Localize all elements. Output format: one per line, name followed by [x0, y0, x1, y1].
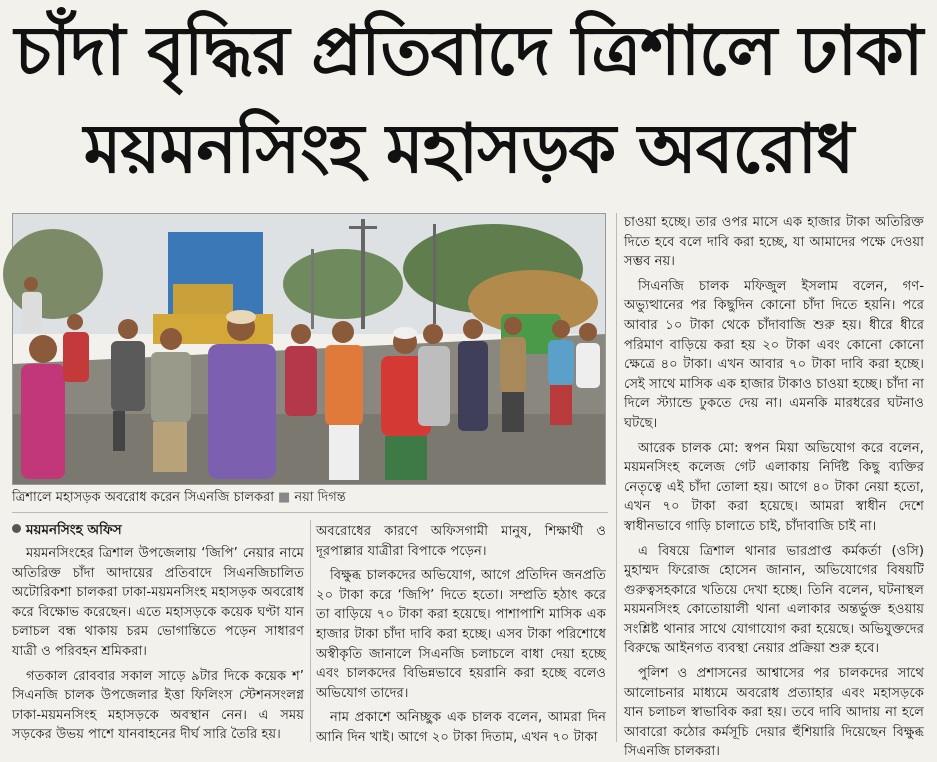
headline-line-1: চাঁদা বৃদ্ধির প্রতিবাদে ত্রিশালে ঢাকা [14, 12, 923, 91]
bullet-icon [12, 524, 21, 533]
caption-rule [12, 512, 608, 513]
paragraph: ময়মনসিংহের ত্রিশাল উপজেলায় ‘জিপি’ নেয়ার নামে অতিরিক্ত চাঁদা আদায়ের প্রতিবাদে সিএনজিচালিত অটোরিকশা চালকরা ঢাকা-ময়মনসিংহ মহাসড়ক অবরোধ করে বিক্ষোভ করেছেন। এতে মহাসড়কে কয়েক ঘণ্টা যান চলাচল বন্ধ থাকায় চরম ভোগান্তিতে পড়েন সাধারণ যাত্রী ও পরিবহন শ্রমিকরা। [12, 546, 304, 659]
paragraph: গতকাল রোববার সকাল সাড়ে ৯টার দিকে কয়েক শ’ সিএনজি চালক উপজেলার ইত্তা ফিলিংস স্টেশনসংলগ্ন ঢাকা-ময়মনসিংহ মহাসড়কে অবস্থান নেন। এ সময় সড়কের উভয় পাশে যানবাহনের দীর্ঘ সারি তৈরি হয়। [12, 668, 304, 743]
paragraph: আরেক চালক মো: স্বপন মিয়া অভিযোগ করে বলেন, ময়মনসিংহ কলেজ গেট এলাকায় নির্দিষ্ট কিছু ব্যক্তির নেতৃত্বে এই চাঁদা তোলা হয়। আগে ৪০ টাকা নেয়া হতো, এখন ৭০ টাকা করা হয়েছে। আমরা স্বাধীন দেশে স্বাধীনভাবে গাড়ি চালাতে চাই, চাঁদাবাজি চাই না। [624, 440, 924, 534]
byline [12, 520, 304, 540]
byline-text: ময়মনসিংহ অফিস [26, 522, 122, 538]
paragraph: এ বিষয়ে ত্রিশাল থানার ভারপ্রাপ্ত কর্মকর্তা (ওসি) মুহাম্মদ ফিরোজ হোসেন জানান, অভিযোগের বিষয়টি গুরুত্বসহকারে খতিয়ে দেখা হচ্ছে। তিনি বলেন, ঘটনাস্থল ময়মনসিংহ কোতোয়ালী থানা এলাকার অন্তর্ভুক্ত হওয়ায় সংশ্লিষ্ট থানার সাথে যোগাযোগ করা হয়েছে। অভিযুক্তদের বিরুদ্ধে আইনগত ব্যবস্থা নেয়ার প্রক্রিয়া শুরু হবে। [624, 543, 924, 657]
paragraph: অবরোধের কারণে অফিসগামী মানুষ, শিক্ষার্থী ও দূরপাল্লার যাত্রীরা বিপাকে পড়েন। [316, 524, 606, 559]
column-divider [616, 213, 617, 742]
paragraph: সিএনজি চালক মফিজুল ইসলাম বলেন, গণ-অভ্যুত্থানের পর কিছুদিন কোনো চাঁদা দিতে হয়নি। পরে আবার ১০ টাকা থেকে চাঁদাবাজি শুরু হয়। ধীরে ধীরে পরিমাণ বাড়িয়ে করা হয় ২০ টাকা এবং কোনো কোনো ক্ষেত্রে ৪০ টাকা। এখন আবার ৭০ টাকা দাবি করা হচ্ছে। সেই সাথে মাসিক এক হাজার টাকাও চাওয়া হচ্ছে। চাঁদা না দিলে স্ট্যান্ডে ঢুকতে দেয় না। এমনকি মারধরের ঘটনাও ঘটছে। [624, 278, 924, 431]
article-column-middle [316, 522, 606, 745]
article-column-left [12, 520, 304, 742]
paragraph: বিক্ষুব্ধ চালকদের অভিযোগ, আগে প্রতিদিন জনপ্রতি ২০ টাকা করে ‘জিপি’ দিতে হতো। সম্প্রতি হঠাৎ করে তা বাড়িয়ে ৭০ টাকা করা হয়েছে। পাশাপাশি মাসিক এক হাজার টাকা চাঁদা দাবি করা হচ্ছে। এসব টাকা পরিশোধে অস্বীকৃতি জানালে সিএনজি চলাচলে বাধা দেয়া হচ্ছে এবং চালকদের বিভিন্নভাবে হয়রানি করা হচ্ছে বলেও অভিযোগ তাদের। [316, 568, 606, 701]
caption-source: নয়া দিগন্ত [294, 490, 346, 505]
paragraph: পুলিশ ও প্রশাসনের আশ্বাসের পর চালকদের সাথে আলোচনার মাধ্যমে অবরোধ প্রত্যাহার এবং মহাসড়কে যান চলাচল স্বাভাবিক করা হয়। তবে দাবি আদায় না হলে আবারো কঠোর কর্মসূচি দেয়ার হুঁশিয়ারি দিয়েছেন বিক্ষুব্ধ সিএনজি চালকরা। [624, 666, 924, 760]
caption-separator: ■ [278, 490, 291, 505]
headline [0, 0, 937, 205]
caption-text: ত্রিশালে মহাসড়ক অবরোধ করেন সিএনজি চালকরা [12, 490, 275, 505]
news-photo [12, 213, 606, 485]
column-divider [310, 520, 311, 742]
paragraph: নাম প্রকাশে অনিচ্ছুক এক চালক বলেন, আমরা দিন আনি দিন খাই। আগে ২০ টাকা দিতাম, এখন ৭০ টাকা [316, 710, 606, 745]
article-column-right [624, 213, 924, 760]
paragraph: চাওয়া হচ্ছে। তার ওপর মাসে এক হাজার টাকা অতিরিক্ত দিতে হবে বলে দাবি করা হচ্ছে, যা আমাদের পক্ষে দেওয়া সম্ভব নয়। [624, 215, 924, 270]
photo-caption [12, 488, 612, 508]
protest-scene-illustration [13, 214, 605, 484]
headline-line-2: ময়মনসিংহ মহাসড়ক অবরোধ [83, 110, 854, 189]
